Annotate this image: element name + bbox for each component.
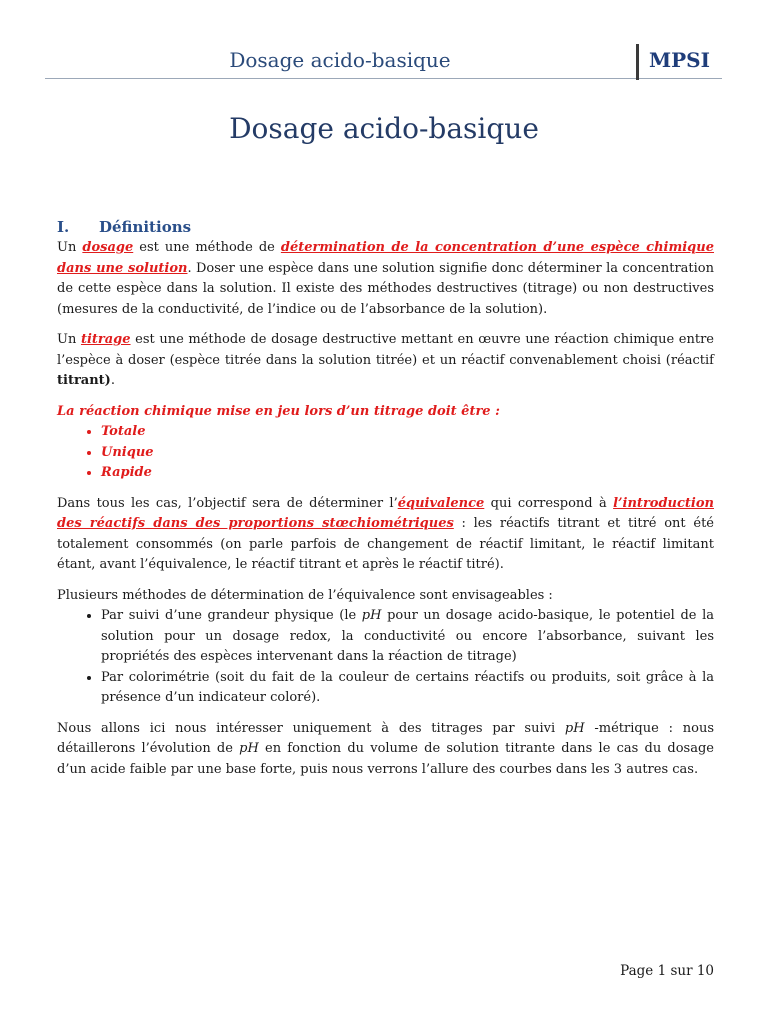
text-run: -métrique : nous détaillerons l’évolution de <box>57 720 714 756</box>
list-item: • Par colorimétrie (soit du fait de la couleur de certains réactifs ou produits, soit grâce à la présence d’un indicateur coloré). <box>101 668 714 709</box>
text-run: est une méthode de dosage destructive mettant en œuvre une réaction chimique entre l’espèce à doser (espèce titrée dans la solution titrée) et un réactif convenablement choisi (réactif <box>57 332 714 368</box>
document-body <box>57 216 714 790</box>
term-stoichiometric: l’introduction des réactifs dans des proportions stœchiométriques <box>57 495 714 531</box>
section-number: I. <box>57 218 70 236</box>
page-header <box>45 42 722 79</box>
term-titrage: titrage <box>80 332 131 347</box>
text-run: Nous allons ici nous intéresser uniquement à des titrages par suivi <box>57 720 565 736</box>
page-number: Page 1 sur 10 <box>620 963 714 979</box>
text-run: est une méthode de <box>133 240 281 255</box>
term-titrant: titrant) <box>57 373 111 388</box>
text-run: Dans tous les cas, l’objectif sera de déterminer l’ <box>57 495 398 511</box>
text-run: Un <box>57 332 81 347</box>
paragraph-ph-metric <box>57 719 714 781</box>
text-run: qui correspond à <box>484 495 614 511</box>
header-separator <box>636 44 639 80</box>
text-run: Par suivi d’une grandeur physique (le <box>101 608 362 623</box>
header-title: Dosage acido-basique <box>229 48 451 72</box>
text-run: . <box>110 373 115 388</box>
paragraph-dosage <box>57 238 714 320</box>
methods-intro: Plusieurs méthodes de détermination de l’équivalence sont envisageables : <box>57 587 553 603</box>
header-class-label: MPSI <box>649 48 710 72</box>
text-run: pour un dosage acido-basique, le potentiel de la solution pour un dosage redox, la conductivité ou encore l’absorbance, suivant les propriétés des espèces intervenant dans la réaction de titrage) <box>101 608 714 664</box>
text-run: Un <box>57 240 83 255</box>
paragraph-equivalence <box>57 494 714 576</box>
term-equivalence: équivalence <box>397 495 485 511</box>
section-heading-definitions <box>57 216 714 238</box>
variable-ph: pH <box>564 720 585 736</box>
text-run: : les réactifs titrant et titré ont été totalement consommés (on parle parfois de changement de réactif limitant, le réactif limitant étant, avant l’équivalence, le réactif titrant et après le réactif titré). <box>57 516 714 572</box>
paragraph-titrage <box>57 330 714 392</box>
section-title: Définitions <box>99 218 192 236</box>
text-run: . Doser une espèce dans une solution signifie donc déterminer la concentration de cette espèce dans la solution. Il existe des méthodes destructives (titrage) ou non destructives (mesures de la conductivité, de l’indice ou de l’absorbance de la solution). <box>57 260 714 317</box>
text-run: en fonction du volume de solution titrante dans le cas du dosage d’un acide faible par une base forte, puis nous verrons l’allure des courbes dans les 3 autres cas. <box>57 741 714 777</box>
list-item: • Rapide <box>101 463 714 484</box>
list-item: • Totale <box>101 422 714 443</box>
document-title: Dosage acido-basique <box>229 112 539 145</box>
list-item <box>101 606 714 668</box>
reaction-requirements-list <box>57 422 714 484</box>
list-item: • Unique <box>101 443 714 464</box>
variable-ph: pH <box>239 741 259 756</box>
term-definition: détermination de la concentration d’une espèce chimique dans une solution <box>57 240 714 276</box>
methods-list <box>57 606 714 709</box>
reaction-requirements-heading: La réaction chimique mise en jeu lors d’un titrage doit être : <box>57 403 500 419</box>
variable-ph: pH <box>361 608 382 623</box>
term-dosage: dosage <box>82 240 134 255</box>
